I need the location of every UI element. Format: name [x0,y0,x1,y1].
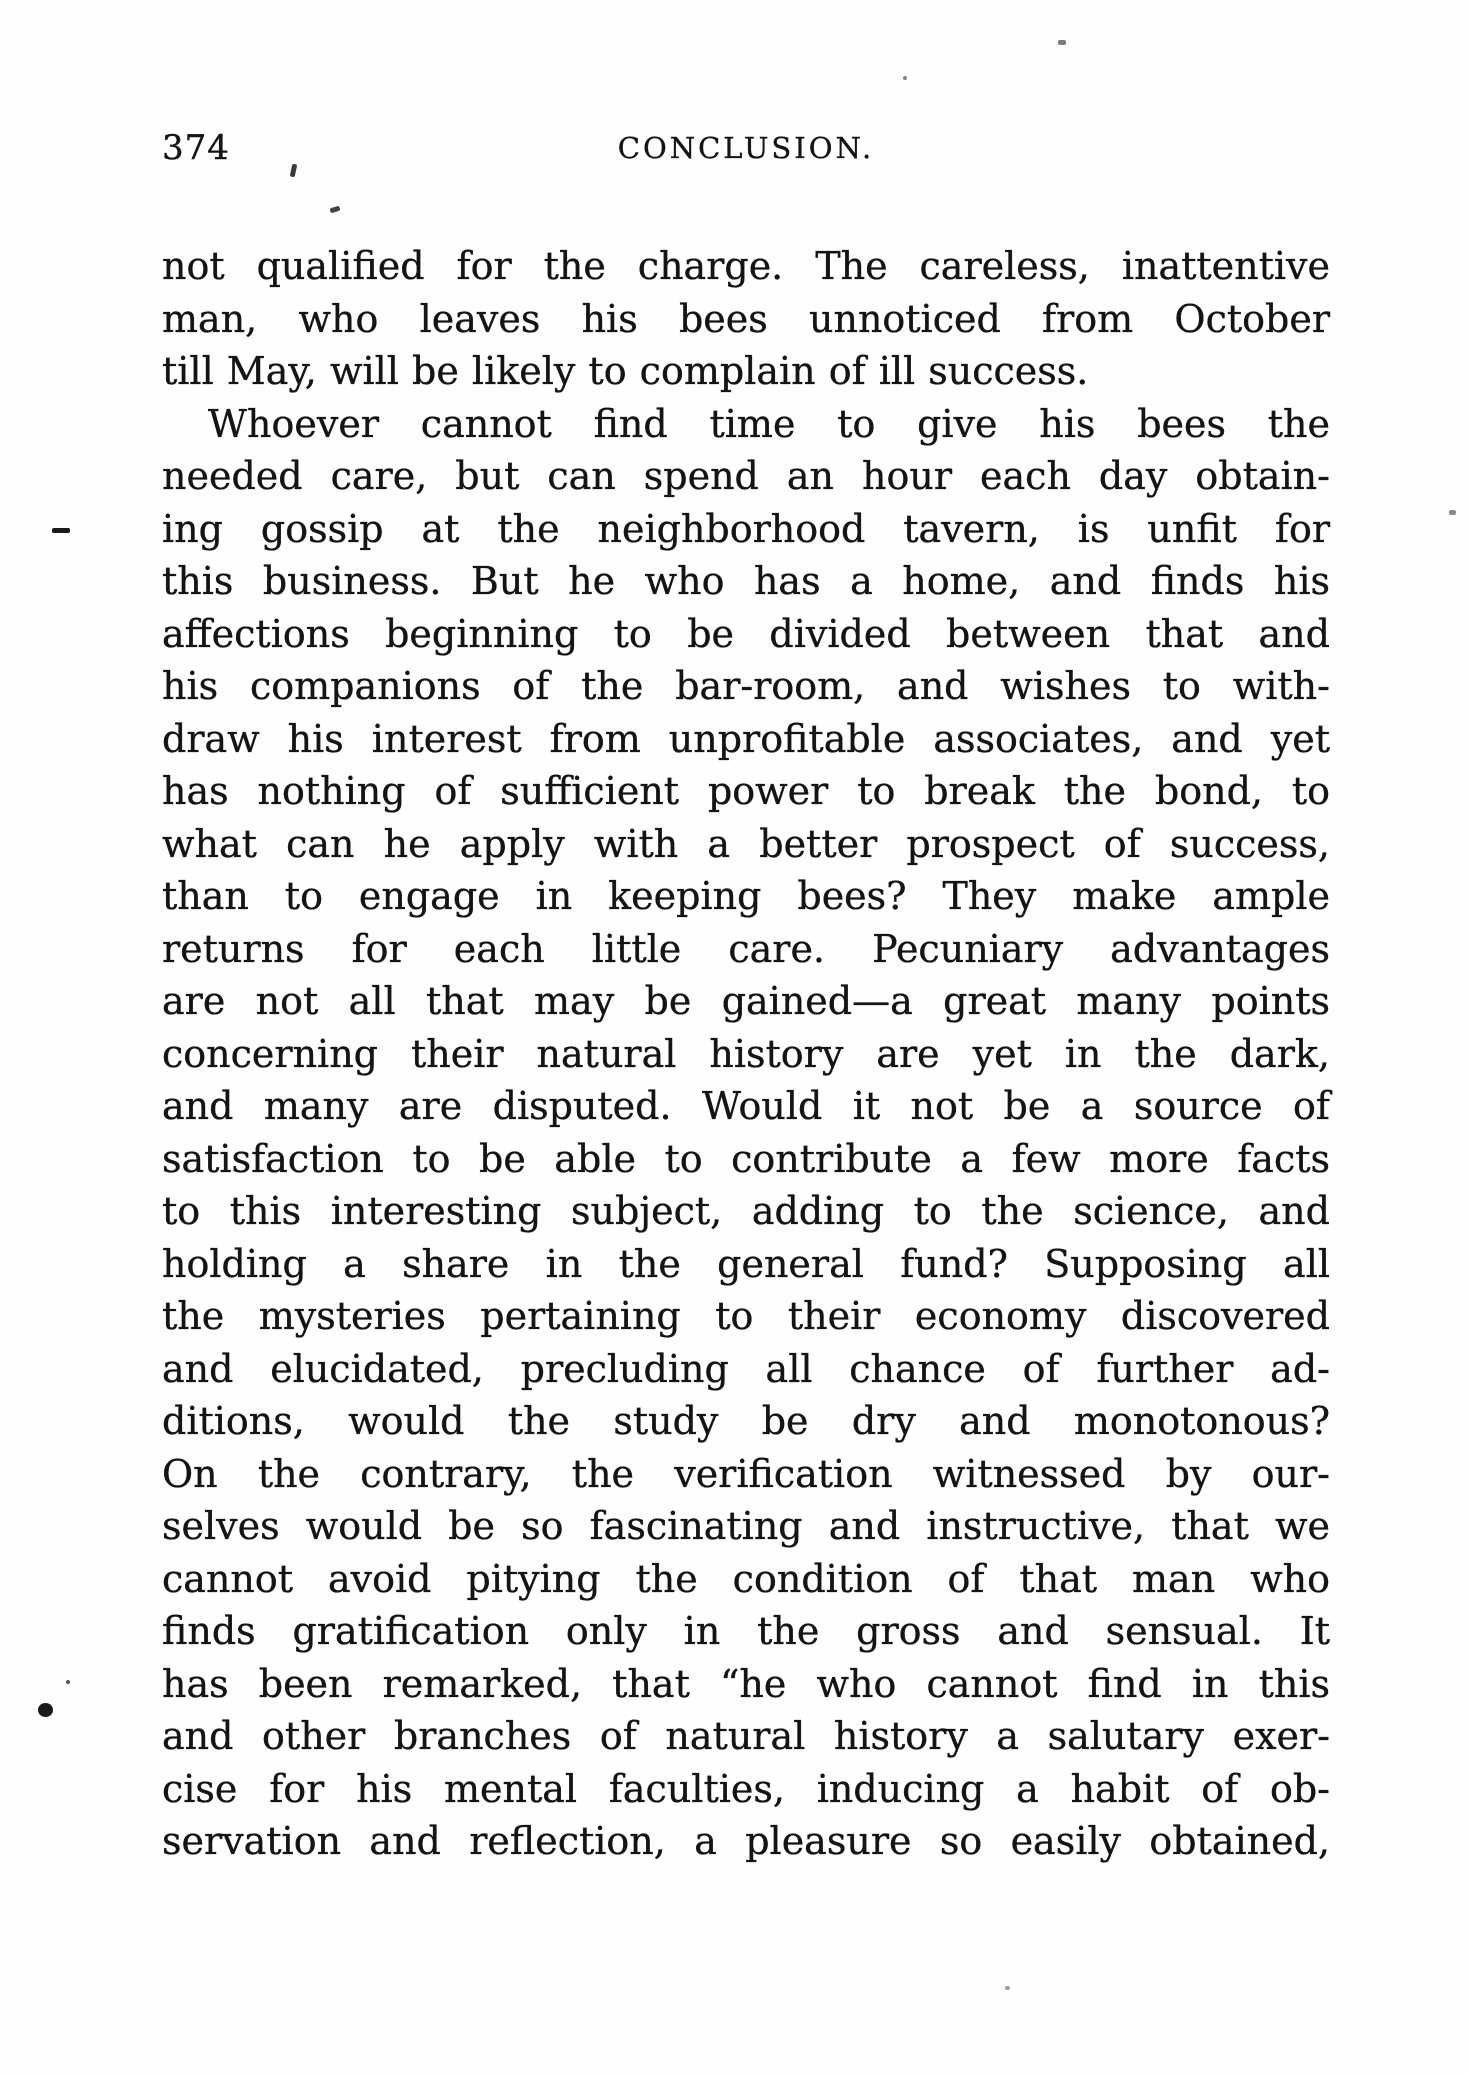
text-line: what can he apply with a better prospect of success, [162,821,1330,866]
text-line: till May, will be likely to complain of ill success. [162,349,1089,393]
text-line: concerning their natural history are yet in the dark, [162,1031,1330,1076]
text-line: the mysteries pertaining to their economy discovered [162,1294,1330,1338]
body-text-column [162,240,1330,1868]
text-line: satisfaction to be able to contribute a few more facts [162,1136,1330,1181]
ink-speck [1058,40,1066,45]
text-line: this business. But he who has a home, and finds his [162,559,1330,603]
text-line: has nothing of sufficient power to break the bond, to [162,769,1330,813]
page-number: 374 [162,128,230,168]
ink-speck [38,1703,53,1717]
text-line: returns for each little care. Pecuniary advantages [162,926,1330,971]
text-line: his companions of the bar-room, and wishes to with- [162,664,1330,708]
ink-speck [329,206,340,214]
running-header-title: CONCLUSION. [617,131,875,165]
text-line: holding a share in the general fund? Supposing all [162,1241,1330,1286]
text-line: not qualified for the charge. The careless, inattentive [162,244,1330,288]
text-line: selves would be so fascinating and instructive, that we [162,1504,1330,1548]
text-line: finds gratification only in the gross and sensual. It [162,1609,1330,1653]
text-line: cise for his mental faculties, inducing a habit of ob- [162,1766,1330,1811]
text-line: and many are disputed. Would it not be a source of [162,1084,1330,1128]
text-line: servation and reflection, a pleasure so easily obtained, [162,1819,1330,1863]
text-line: ditions, would the study be dry and monotonous? [162,1399,1330,1443]
text-line: draw his interest from unprofitable associates, and yet [162,716,1330,761]
text-line: needed care, but can spend an hour each day obtain- [162,454,1330,498]
text-line: and other branches of natural history a salutary exer- [162,1714,1330,1758]
text-line: has been remarked, that “he who cannot find in this [162,1661,1330,1706]
text-line: man, who leaves his bees unnoticed from October [162,296,1330,341]
running-header [162,126,1330,170]
text-line: than to engage in keeping bees? They make ample [162,874,1330,918]
text-line: to this interesting subject, adding to the science, and [162,1189,1330,1233]
text-line: and elucidated, precluding all chance of further ad- [162,1346,1330,1391]
text-line: affections beginning to be divided between that and [162,611,1330,656]
ink-speck [903,76,907,80]
text-line: ing gossip at the neighborhood tavern, is unfit for [162,506,1330,551]
text-line: are not all that may be gained—a great many points [162,979,1330,1023]
ink-speck [52,528,70,533]
text-line: On the contrary, the verification witnessed by our- [162,1451,1330,1496]
ink-speck [290,164,298,178]
ink-speck [1449,510,1456,515]
ink-speck [1005,1986,1010,1990]
text-line: Whoever cannot find time to give his bees the [208,401,1330,446]
ink-speck [66,1680,70,1684]
text-line: cannot avoid pitying the condition of that man who [162,1556,1330,1601]
